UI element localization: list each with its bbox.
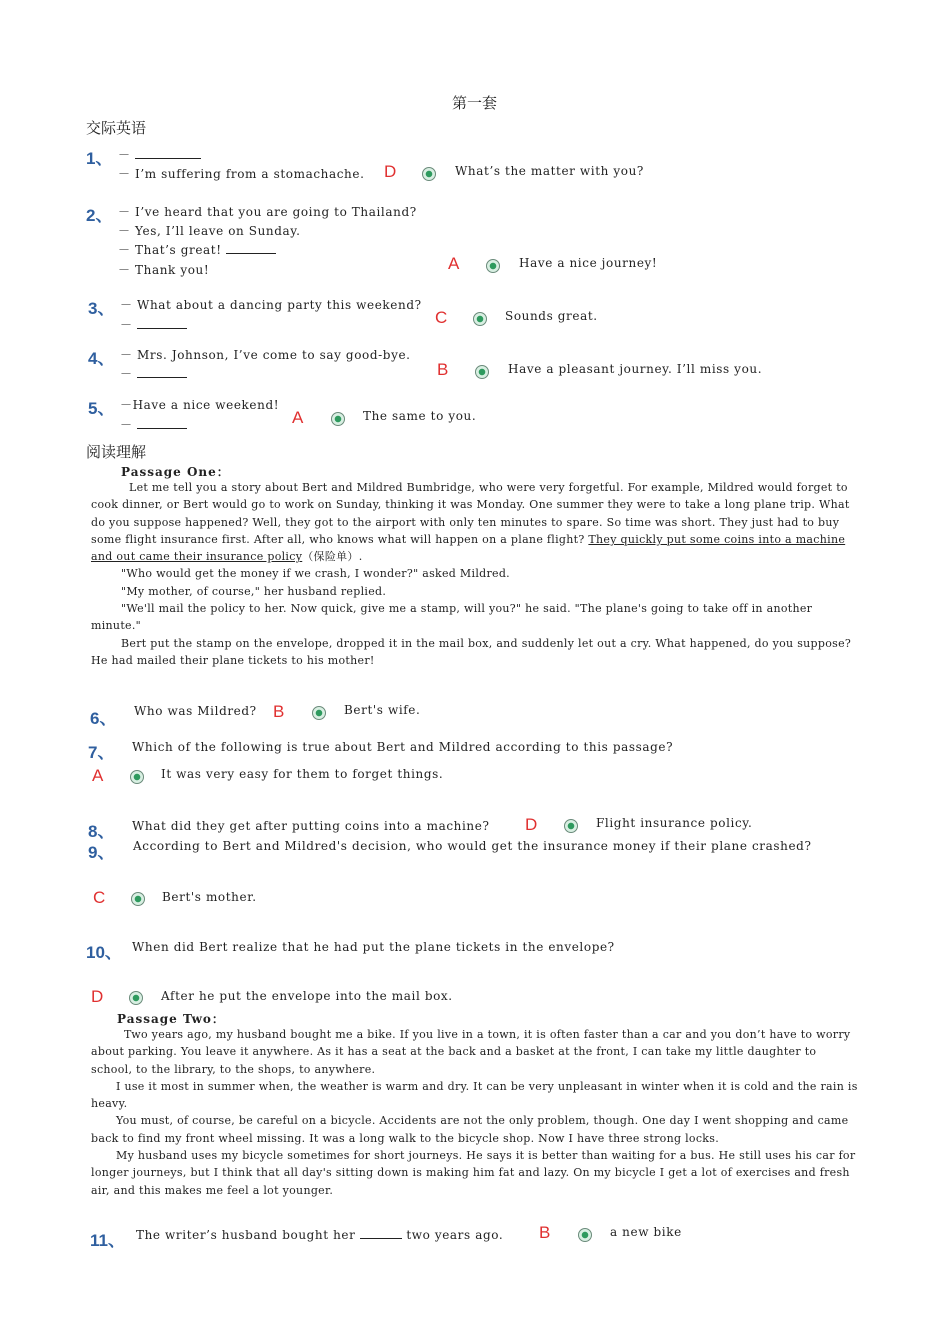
radio-selected-icon[interactable] bbox=[130, 770, 144, 784]
answer-letter: D bbox=[91, 987, 104, 1006]
answer-option: Bert's wife. bbox=[344, 703, 421, 717]
dialogue-line: － I’m suffering from a stomachache. bbox=[118, 167, 365, 181]
answer-blank bbox=[137, 318, 187, 329]
question-number: 2、 bbox=[86, 206, 113, 225]
passage-paragraph: "Who would get the money if we crash, I wonder?" asked Mildred. bbox=[121, 567, 510, 581]
dialogue-line: － I’ve heard that you are going to Thailand? bbox=[118, 205, 417, 219]
page-title: 第一套 bbox=[452, 94, 498, 112]
dialogue-line: － Thank you! bbox=[118, 263, 210, 277]
passage-paragraph: "My mother, of course," her husband replied. bbox=[121, 584, 387, 598]
question-number: 1、 bbox=[86, 149, 113, 168]
radio-selected-icon[interactable] bbox=[564, 819, 578, 833]
dialogue-line: － bbox=[120, 365, 187, 382]
passage-paragraph: Let me tell you a story about Bert and Mildred Bumbridge, who were very forgetful. For example, Mildred would forget to cook dinner, or Bert would go to work on Sunday, thinking it was Monday. One summer they were to take a long plane trip. What do you suppose happened? Well, they got to the airport with only ten minutes to spare. So time was short. They just had to buy some flight insurance first. After all, who knows what will happen on a plane flight? They quickly put some coins into a machine and out came their insurance policy（保险单）. bbox=[91, 481, 850, 564]
answer-letter: B bbox=[539, 1223, 551, 1242]
passage-paragraph: Bert put the stamp on the envelope, dropped it in the mail box, and suddenly let out a cry. What happened, do you suppose? He had mailed their plane tickets to his mother! bbox=[91, 636, 852, 667]
passage-paragraph: You must, of course, be careful on a bicycle. Accidents are not the only problem, though. One day I went shopping and came back to find my front wheel missing. It was a long walk to the bicycle shop. Now I have three strong locks. bbox=[91, 1114, 849, 1145]
question-number: 6、 bbox=[90, 709, 117, 728]
radio-selected-icon[interactable] bbox=[422, 167, 436, 181]
question-number: 5、 bbox=[88, 399, 115, 418]
answer-option: Have a nice journey! bbox=[519, 256, 658, 270]
question-text: Which of the following is true about Bert and Mildred according to this passage? bbox=[132, 740, 674, 754]
question-text: What did they get after putting coins into a machine? bbox=[132, 819, 490, 833]
answer-letter: D bbox=[525, 815, 538, 834]
answer-option: Sounds great. bbox=[505, 309, 598, 323]
answer-letter: D bbox=[384, 162, 397, 181]
dialogue-line: － What about a dancing party this weekend? bbox=[120, 298, 422, 312]
section-heading-reading: 阅读理解 bbox=[86, 443, 147, 461]
answer-letter: B bbox=[273, 702, 285, 721]
question-number: 3、 bbox=[88, 299, 115, 318]
dialogue-line: － bbox=[120, 316, 187, 333]
answer-option: a new bike bbox=[610, 1225, 682, 1239]
question-number: 4、 bbox=[88, 349, 115, 368]
radio-selected-icon[interactable] bbox=[129, 991, 143, 1005]
answer-letter: C bbox=[93, 888, 106, 907]
answer-option: Bert's mother. bbox=[162, 890, 257, 904]
answer-blank bbox=[360, 1228, 402, 1239]
answer-blank bbox=[137, 418, 187, 429]
answer-option: The same to you. bbox=[363, 409, 477, 423]
dialogue-line: － That’s great! bbox=[118, 241, 276, 258]
passage-one bbox=[91, 479, 861, 669]
radio-selected-icon[interactable] bbox=[331, 412, 345, 426]
passage-paragraph: "We'll mail the policy to her. Now quick, give me a stamp, will you?" he said. "The plane's going to take off in another minute." bbox=[91, 602, 813, 633]
passage-title: Passage One： bbox=[121, 465, 230, 479]
dialogue-line: － bbox=[118, 146, 201, 163]
question-text: The writer’s husband bought her two years ago. bbox=[136, 1228, 504, 1242]
passage-title: Passage Two： bbox=[117, 1012, 225, 1026]
radio-selected-icon[interactable] bbox=[578, 1228, 592, 1242]
radio-selected-icon[interactable] bbox=[312, 706, 326, 720]
answer-letter: C bbox=[435, 308, 448, 327]
answer-option: After he put the envelope into the mail box. bbox=[161, 989, 453, 1003]
dialogue-line: － bbox=[120, 416, 187, 433]
section-heading-communication: 交际英语 bbox=[86, 119, 147, 137]
answer-blank bbox=[135, 148, 201, 159]
passage-paragraph: My husband uses my bicycle sometimes for short journeys. He says it is better than waiting for a bus. He still uses his car for longer journeys, but I think that all day's sitting down is making him fat and lazy. On my bicycle I get a lot of exercises and fresh air, and this makes me feel a lot younger. bbox=[91, 1149, 856, 1197]
answer-letter: A bbox=[92, 766, 104, 785]
question-number: 8、 bbox=[88, 822, 115, 841]
answer-letter: A bbox=[292, 408, 304, 427]
question-number: 10、 bbox=[86, 943, 122, 962]
answer-letter: B bbox=[437, 360, 449, 379]
answer-option: Flight insurance policy. bbox=[596, 816, 753, 830]
answer-blank bbox=[226, 243, 276, 254]
question-text: According to Bert and Mildred's decision, who would get the insurance money if their plane crashed? bbox=[133, 839, 812, 853]
radio-selected-icon[interactable] bbox=[486, 259, 500, 273]
question-number: 9、 bbox=[88, 843, 115, 862]
answer-option: What’s the matter with you? bbox=[455, 164, 644, 178]
question-text: Who was Mildred? bbox=[134, 704, 257, 718]
passage-paragraph: Two years ago, my husband bought me a bike. If you live in a town, it is often faster than a car and you don’t have to worry about parking. You leave it anywhere. As it has a seat at the back and a basket at the front, I can take my little daughter to school, to the library, to the shops, to anywhere. bbox=[91, 1028, 851, 1076]
answer-option: It was very easy for them to forget things. bbox=[161, 767, 444, 781]
dialogue-line: － Mrs. Johnson, I’ve come to say good-bye. bbox=[120, 348, 411, 362]
passage-two bbox=[91, 1026, 861, 1199]
question-text: When did Bert realize that he had put the plane tickets in the envelope? bbox=[132, 940, 615, 954]
dialogue-line: －Have a nice weekend! bbox=[120, 398, 280, 412]
radio-selected-icon[interactable] bbox=[475, 365, 489, 379]
radio-selected-icon[interactable] bbox=[131, 892, 145, 906]
question-number: 11、 bbox=[90, 1231, 125, 1250]
answer-letter: A bbox=[448, 254, 460, 273]
dialogue-line: － Yes, I’ll leave on Sunday. bbox=[118, 224, 301, 238]
question-number: 7、 bbox=[88, 743, 115, 762]
radio-selected-icon[interactable] bbox=[473, 312, 487, 326]
answer-blank bbox=[137, 367, 187, 378]
answer-option: Have a pleasant journey. I’ll miss you. bbox=[508, 362, 763, 376]
passage-paragraph: I use it most in summer when, the weather is warm and dry. It can be very unpleasant in winter when it is cold and the rain is heavy. bbox=[91, 1079, 858, 1111]
